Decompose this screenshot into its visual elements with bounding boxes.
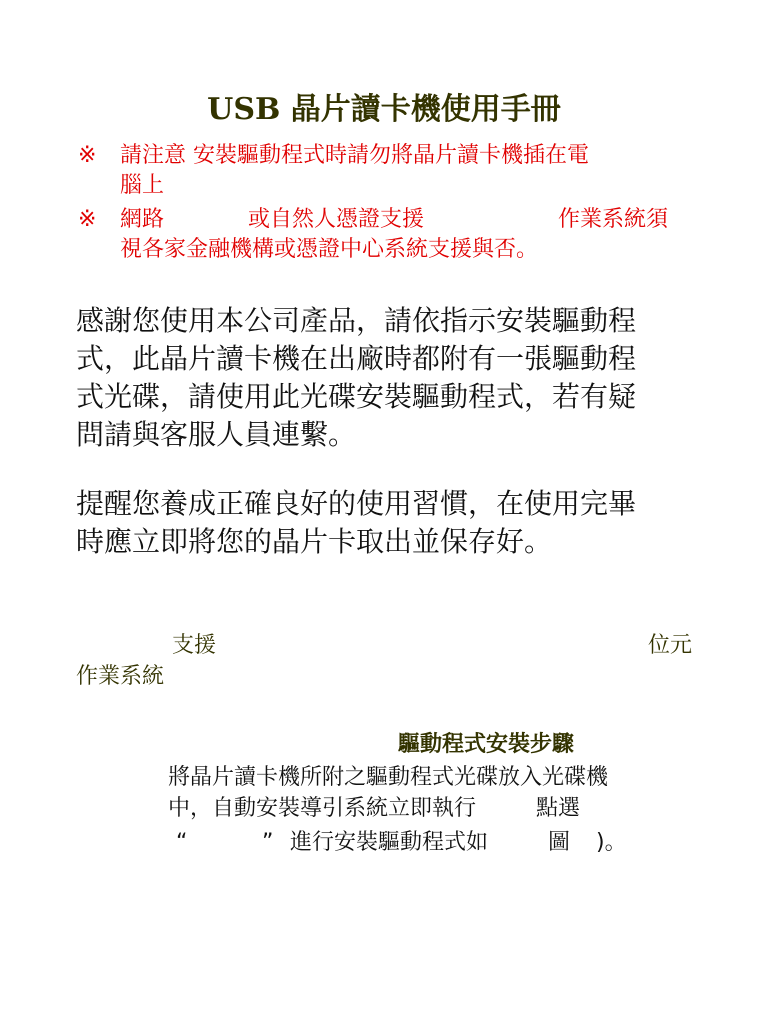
os-label: 作業系統 xyxy=(76,664,165,689)
note-2-line-2: 視各家金融機構或憑證中心系統支援與否。 xyxy=(120,237,539,262)
intro-line-4: 問請與客服人員連繫。 xyxy=(76,418,357,451)
note-2-os: 作業系統須 xyxy=(558,207,669,232)
note-2-network: 網路 xyxy=(120,207,165,232)
reminder-line-2: 時應立即將您的晶片卡取出並保存好。 xyxy=(76,525,553,558)
quote-open: “ xyxy=(176,830,188,855)
intro-line-1: 感謝您使用本公司產品，請依指示安裝驅動程 xyxy=(76,304,637,337)
support-label: 支援 xyxy=(172,633,217,658)
note-1-line-1: 請注意 安裝驅動程式時請勿將晶片讀卡機插在電 xyxy=(120,143,589,168)
install-line-3c: )。 xyxy=(596,830,627,855)
page-title: USB 晶片讀卡機使用手冊 xyxy=(207,92,561,127)
intro-line-3: 式光碟，請使用此光碟安裝驅動程式，若有疑 xyxy=(76,380,637,413)
install-line-2b: 點選 xyxy=(536,796,581,821)
quote-close: ” xyxy=(262,830,274,855)
install-line-3b: 圖 xyxy=(548,830,571,855)
note-1-mark: ※ xyxy=(78,143,97,168)
install-line-2a: 中，自動安裝導引系統立即執行 xyxy=(168,796,477,821)
note-2-mark: ※ xyxy=(78,207,97,232)
reminder-line-1: 提醒您養成正確良好的使用習慣，在使用完畢 xyxy=(76,487,637,520)
note-1-line-2: 腦上 xyxy=(120,173,165,198)
note-2-cert-support: 或自然人憑證支援 xyxy=(248,207,425,232)
install-line-3a: 進行安裝驅動程式如 xyxy=(290,830,489,855)
bit-label: 位元 xyxy=(648,633,693,658)
install-line-1: 將晶片讀卡機所附之驅動程式光碟放入光碟機 xyxy=(168,765,609,790)
intro-line-2: 式，此晶片讀卡機在出廠時都附有一張驅動程 xyxy=(76,342,637,375)
install-heading: 驅動程式安裝步驟 xyxy=(398,732,575,757)
